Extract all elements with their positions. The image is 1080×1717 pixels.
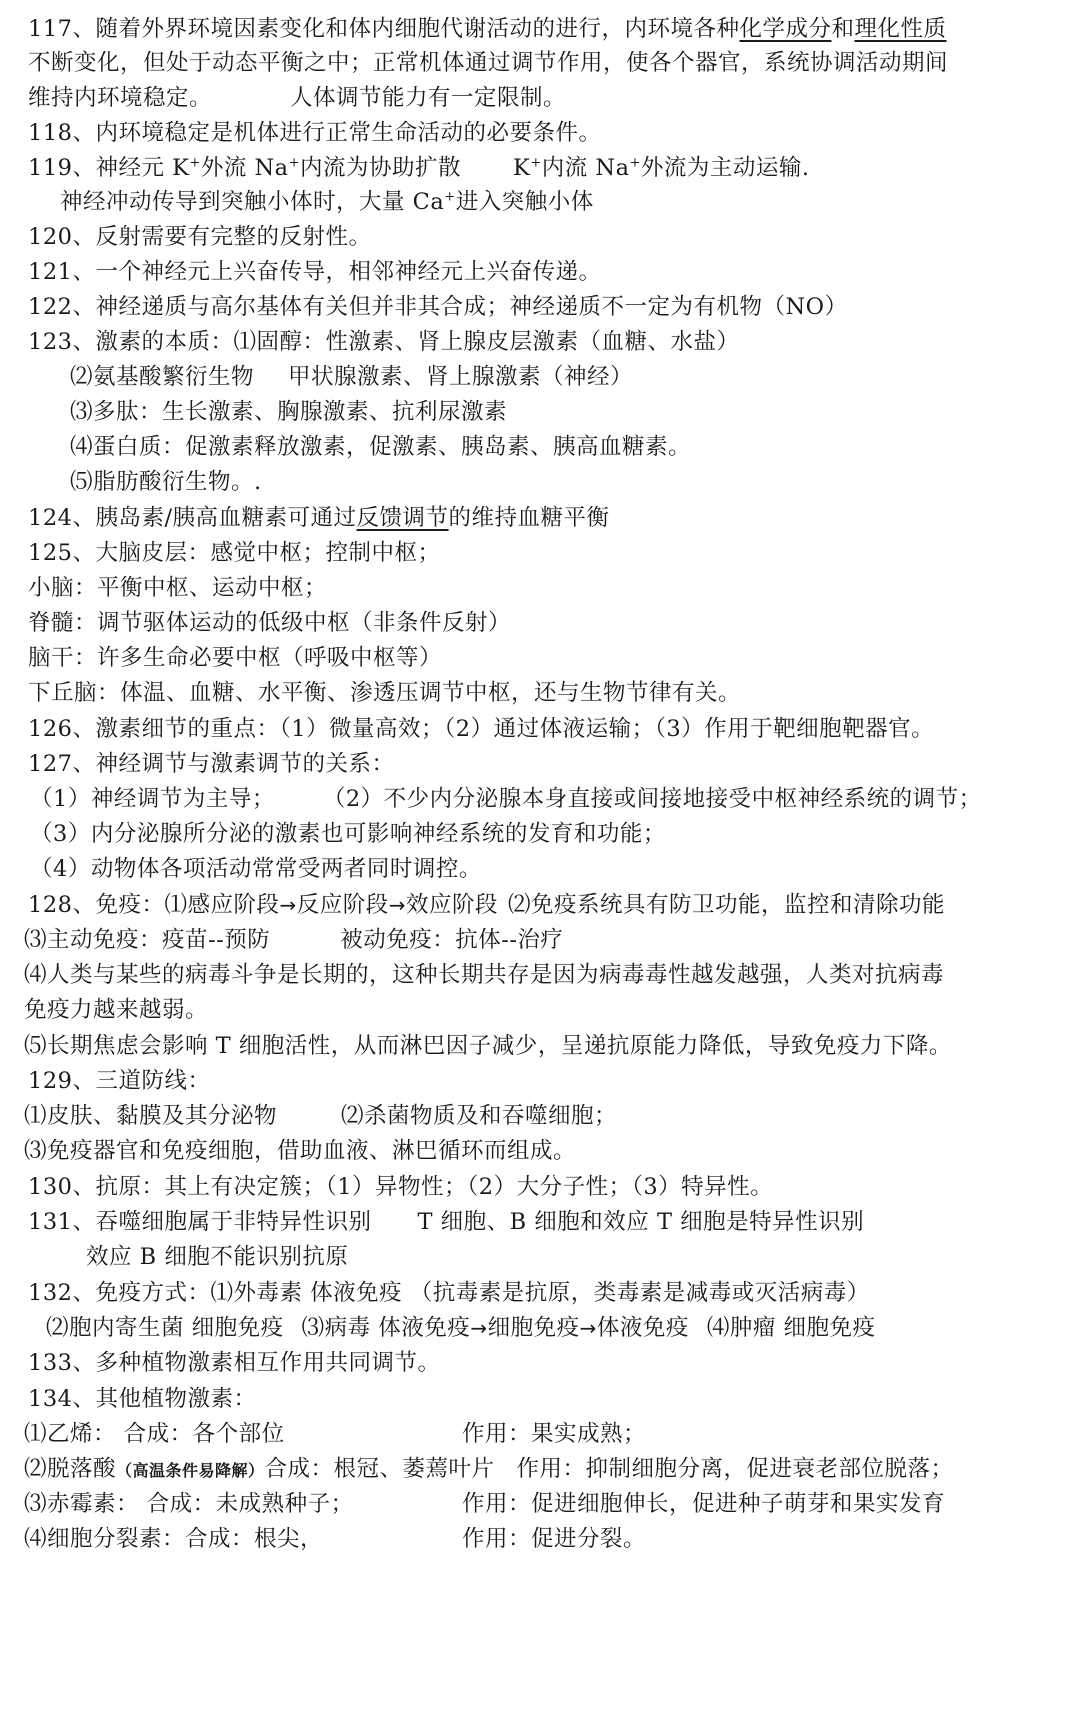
arrow-icon: → xyxy=(579,1316,597,1340)
text: 作用：抑制细胞分离，促进衰老部位脱落； xyxy=(516,1456,954,1482)
item-132-line-2 xyxy=(46,1313,1070,1343)
arrow-icon: → xyxy=(470,1316,488,1340)
item-134-line-2 xyxy=(24,1454,1070,1486)
item-134-line-3 xyxy=(24,1489,1070,1519)
superscript: + xyxy=(444,189,456,205)
superscript: + xyxy=(629,155,641,171)
arrow-icon: → xyxy=(279,893,297,917)
text: 119、神经元 K xyxy=(28,155,190,181)
text: 维持内环境稳定。 xyxy=(28,85,213,111)
item-134-heading: 134、其他植物激素： xyxy=(28,1386,257,1412)
item-127-line-4: （4）动物体各项活动常常受两者同时调控。 xyxy=(30,856,482,882)
item-129-line-2 xyxy=(24,1101,1070,1131)
text: 124、胰岛素/胰高血糖素可通过 xyxy=(28,505,357,531)
text: 细胞免疫 xyxy=(487,1315,580,1341)
text: ⑷细胞分裂素：合成：根尖， xyxy=(24,1526,324,1552)
item-125-line-4: 脑干：许多生命必要中枢（呼吸中枢等） xyxy=(28,645,443,671)
item-128-line-5: ⑸长期焦虑会影响 T 细胞活性，从而淋巴因子减少，呈递抗原能力降低，导致免疫力下降。 xyxy=(24,1033,952,1059)
item-131-line-2: 效应 B 细胞不能识别抗原 xyxy=(86,1244,349,1270)
item-125-line-5: 下丘脑：体温、血糖、水平衡、渗透压调节中枢，还与生物节律有关。 xyxy=(28,680,742,706)
text: 的维持血糖平衡 xyxy=(448,505,610,531)
text: 作用：促进细胞伸长，促进种子萌芽和果实发育 xyxy=(462,1491,946,1517)
text: 作用：促进分裂。 xyxy=(462,1526,647,1552)
superscript: + xyxy=(189,155,201,171)
text: 内流为协助扩散 xyxy=(300,155,462,181)
item-127-line-1: 127、神经调节与激素调节的关系： xyxy=(28,751,395,777)
text: 神经冲动传导到突触小体时，大量 Ca xyxy=(60,189,445,215)
text: ⑴皮肤、黏膜及其分泌物 xyxy=(24,1103,278,1129)
item-126: 126、激素细节的重点：（1）微量高效；（2）通过体液运输；（3）作用于靶细胞靶器官。 xyxy=(28,716,935,742)
text: 作用：果实成熟； xyxy=(462,1421,647,1447)
item-117-line-1 xyxy=(28,14,1070,44)
item-129-line-1: 129、三道防线： xyxy=(28,1068,211,1094)
text: ⑶赤霉素： 合成：未成熟种子； xyxy=(24,1491,354,1517)
underlined-term: 反馈调节 xyxy=(356,505,449,531)
superscript: + xyxy=(288,155,300,171)
text: 被动免疫：抗体--治疗 xyxy=(340,927,564,953)
item-134-line-4 xyxy=(24,1524,1070,1554)
item-129-line-3: ⑶免疫器官和免疫细胞，借助血液、淋巴循环而组成。 xyxy=(24,1138,577,1164)
item-123-line-5: ⑸脂肪酸衍生物。. xyxy=(70,469,262,495)
text: 内流 Na xyxy=(541,155,630,181)
item-118: 118、内环境稳定是机体进行正常生命活动的必要条件。 xyxy=(28,120,602,146)
text: K xyxy=(513,155,531,181)
item-128-line-1 xyxy=(28,890,1070,920)
text: （2）不少内分泌腺本身直接或间接地接受中枢神经系统的调节； xyxy=(322,786,982,812)
item-128-line-4: 免疫力越来越弱。 xyxy=(24,997,209,1023)
item-117-line-2: 不断变化，但处于动态平衡之中；正常机体通过调节作用，使各个器官，系统协调活动期间 xyxy=(28,50,949,76)
text: ⑵杀菌物质及和吞噬细胞； xyxy=(341,1103,618,1129)
item-120: 120、反射需要有完整的反射性。 xyxy=(28,224,372,250)
text: 进入突触小体 xyxy=(455,189,594,215)
text: ⑵氨基酸繁衍生物 xyxy=(70,364,255,390)
superscript: + xyxy=(530,155,542,171)
arrow-icon: → xyxy=(388,893,406,917)
text: 合成：根冠、萎蔫叶片 xyxy=(264,1456,495,1482)
item-119-line-1 xyxy=(28,153,1070,183)
underlined-term: 化学成分 xyxy=(739,16,832,42)
text: ⑵胞内寄生菌 细胞免疫 xyxy=(46,1315,284,1341)
item-125-line-2: 小脑：平衡中枢、运动中枢； xyxy=(28,575,328,601)
item-119-line-2 xyxy=(60,187,1070,217)
text: 效应阶段 xyxy=(406,892,499,918)
text: 和 xyxy=(831,16,855,42)
item-123-line-1: 123、激素的本质：⑴固醇：性激素、肾上腺皮层激素（血糖、水盐） xyxy=(28,329,740,355)
text: 外流 Na xyxy=(200,155,289,181)
item-123-line-2 xyxy=(70,362,1070,392)
item-132-line-1: 132、免疫方式：⑴外毒素 体液免疫 （抗毒素是抗原，类毒素是减毒或灭活病毒） xyxy=(28,1280,870,1306)
item-123-line-3: ⑶多肽：生长激素、胸腺激素、抗利尿激素 xyxy=(70,399,508,425)
item-125-line-1: 125、大脑皮层：感觉中枢；控制中枢； xyxy=(28,540,441,566)
text: 131、吞噬细胞属于非特异性识别 xyxy=(28,1209,372,1235)
text: 人体调节能力有一定限制。 xyxy=(290,85,567,111)
text: 117、随着外界环境因素变化和体内细胞代谢活动的进行，内环境各种 xyxy=(28,16,740,42)
text: ⑷肿瘤 细胞免疫 xyxy=(706,1315,876,1341)
item-127-line-3: （3）内分泌腺所分泌的激素也可影响神经系统的发育和功能； xyxy=(30,821,666,847)
text: 体液免疫 xyxy=(596,1315,689,1341)
item-121: 121、一个神经元上兴奋传导，相邻神经元上兴奋传递。 xyxy=(28,259,602,285)
item-131-line-1 xyxy=(28,1207,1070,1237)
item-124 xyxy=(28,503,1070,533)
text: ⑶主动免疫：疫苗--预防 xyxy=(24,927,271,953)
text: ⑴乙烯： 合成：各个部位 xyxy=(24,1421,285,1447)
item-130: 130、抗原：其上有决定簇；（1）异物性；（2）大分子性；（3）特异性。 xyxy=(28,1174,774,1200)
text: ⑶病毒 体液免疫 xyxy=(301,1315,471,1341)
item-128-line-3: ⑷人类与某些的病毒斗争是长期的，这种长期共存是因为病毒毒性越发越强，人类对抗病毒 xyxy=(24,962,945,988)
small-note: （高温条件易降解） xyxy=(116,1461,265,1480)
text: T 细胞、B 细胞和效应 T 细胞是特异性识别 xyxy=(417,1209,865,1235)
text: 128、免疫：⑴感应阶段 xyxy=(28,892,280,918)
text: 甲状腺激素、肾上腺激素（神经） xyxy=(288,364,634,390)
item-117-line-3 xyxy=(28,83,1070,113)
text: ⑵脱落酸 xyxy=(24,1456,117,1482)
item-122: 122、神经递质与高尔基体有关但并非其合成；神经递质不一定为有机物（NO） xyxy=(28,294,848,320)
item-133: 133、多种植物激素相互作用共同调节。 xyxy=(28,1350,441,1376)
item-127-line-2 xyxy=(30,784,1070,814)
item-123-line-4: ⑷蛋白质：促激素释放激素，促激素、胰岛素、胰高血糖素。 xyxy=(70,434,692,460)
item-134-line-1 xyxy=(24,1419,1070,1449)
text: 外流为主动运输. xyxy=(640,155,810,181)
text: （1）神经调节为主导； xyxy=(30,786,275,812)
text: ⑵免疫系统具有防卫功能，监控和清除功能 xyxy=(508,892,946,918)
item-128-line-2 xyxy=(24,925,1070,955)
underlined-term: 理化性质 xyxy=(854,16,947,42)
text: 反应阶段 xyxy=(296,892,389,918)
item-125-line-3: 脊髓：调节驱体运动的低级中枢（非条件反射） xyxy=(28,610,512,636)
